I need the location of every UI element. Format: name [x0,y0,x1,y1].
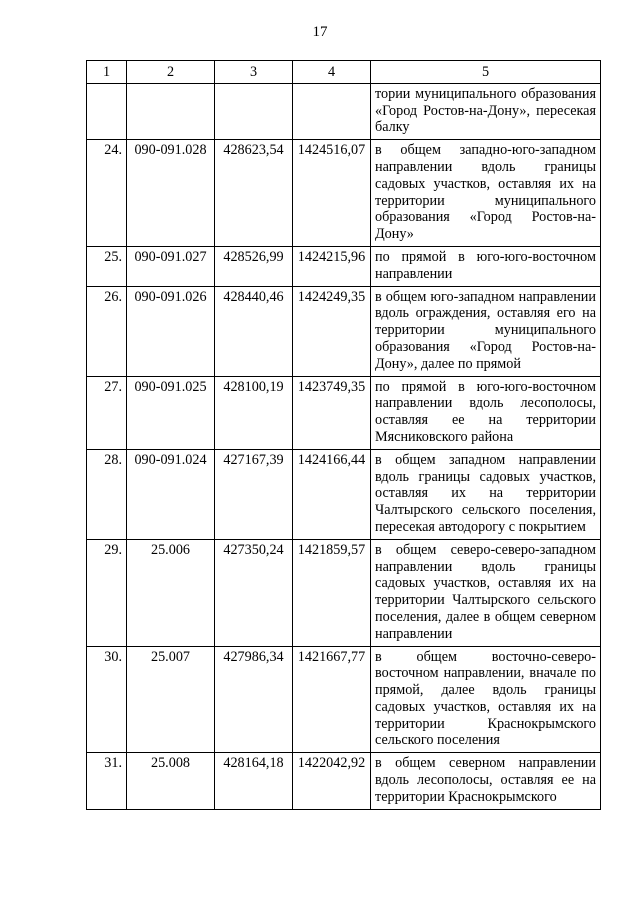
table-row [87,539,601,646]
point-code: 090-091.027 [127,246,215,286]
column-header: 3 [215,61,293,84]
description-cell: в общем западно-юго-западном направлении вдоль границы садовых участков, оставляя их на территории муниципального образования «Город Ростов-на-Дону» [371,140,601,247]
table-row [87,140,601,247]
coordinate-x: 428164,18 [215,753,293,809]
column-header: 5 [371,61,601,84]
coordinate-y: 1422042,92 [293,753,371,809]
empty-cell [215,83,293,139]
boundary-table [86,60,601,810]
coordinate-x: 428623,54 [215,140,293,247]
description-cell: в общем северном направлении вдоль лесополосы, оставляя ее на территории Краснокрымского [371,753,601,809]
coordinate-y: 1424215,96 [293,246,371,286]
table-row [87,753,601,809]
description-cell: в общем восточно-северо-восточном направлении, вначале по прямой, далее вдоль границы садовых участков, оставляя их на территории Краснокрымского сельского поселения [371,646,601,753]
column-header: 1 [87,61,127,84]
coordinate-y: 1421667,77 [293,646,371,753]
row-number: 28. [87,449,127,539]
point-code: 25.008 [127,753,215,809]
coordinate-x: 427167,39 [215,449,293,539]
empty-cell [127,83,215,139]
row-number: 29. [87,539,127,646]
description-cell: в общем северо-северо-западном направлении вдоль границы садовых участков, оставляя их на территории Чалтырского сельского поселения, далее в общем северном направлении [371,539,601,646]
row-number: 25. [87,246,127,286]
column-header: 2 [127,61,215,84]
point-code: 25.006 [127,539,215,646]
row-number: 27. [87,376,127,449]
row-number: 30. [87,646,127,753]
point-code: 090-091.028 [127,140,215,247]
page-number: 17 [312,24,328,40]
point-code: 25.007 [127,646,215,753]
row-number: 24. [87,140,127,247]
coordinate-y: 1423749,35 [293,376,371,449]
coordinate-x: 428526,99 [215,246,293,286]
continuation-row [87,83,601,139]
description-cell: по прямой в юго-юго-восточном направлении [371,246,601,286]
description-cell: в общем западном направлении вдоль границы садовых участков, оставляя их на территории Чалтырского сельского поселения, пересекая автодорогу с покрытием [371,449,601,539]
point-code: 090-091.026 [127,286,215,376]
table-row [87,286,601,376]
column-header: 4 [293,61,371,84]
description-cell: в общем юго-западном направлении вдоль ограждения, оставляя его на территории муниципального образования «Город Ростов-на-Дону», далее по прямой [371,286,601,376]
point-code: 090-091.024 [127,449,215,539]
table-row [87,646,601,753]
row-number: 31. [87,753,127,809]
coordinate-x: 428100,19 [215,376,293,449]
description-cell: по прямой в юго-юго-восточном направлении вдоль лесополосы, оставляя ее на территории Мясниковского района [371,376,601,449]
coordinate-x: 427350,24 [215,539,293,646]
coordinate-y: 1424516,07 [293,140,371,247]
description-cell: тории муниципального образования «Город Ростов-на-Дону», пересекая балку [371,83,601,139]
coordinate-y: 1424166,44 [293,449,371,539]
table-row [87,246,601,286]
table-header-row [87,61,601,84]
row-number: 26. [87,286,127,376]
coordinate-y: 1421859,57 [293,539,371,646]
table-row [87,449,601,539]
point-code: 090-091.025 [127,376,215,449]
empty-cell [87,83,127,139]
coordinate-x: 427986,34 [215,646,293,753]
coordinate-y: 1424249,35 [293,286,371,376]
empty-cell [293,83,371,139]
table-row [87,376,601,449]
coordinate-x: 428440,46 [215,286,293,376]
